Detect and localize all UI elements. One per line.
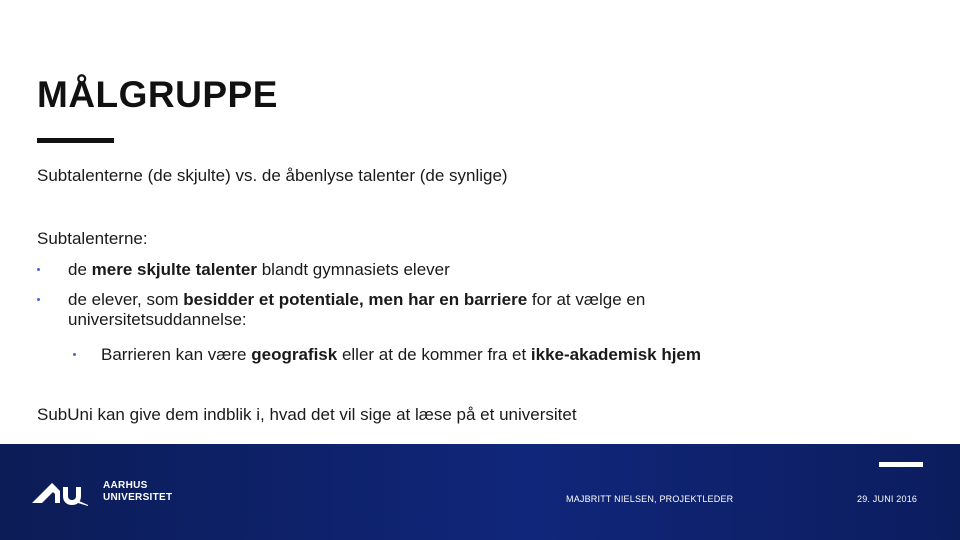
bullet-2-text-line2: universitetsuddannelse: — [68, 310, 247, 329]
closing-text: SubUni kan give dem indblik i, hvad det vil sige at læse på et universitet — [37, 405, 577, 424]
bullet-dot-icon — [73, 353, 76, 356]
logo-line-1: AARHUS — [103, 480, 148, 491]
logo-line-2: UNIVERSITET — [103, 492, 173, 503]
intro-text: Subtalenterne (de skjulte) vs. de åbenlyse talenter (de synlige) — [37, 166, 508, 185]
section-label: Subtalenterne: — [37, 229, 148, 248]
sub-bullet-text: Barrieren kan være geografisk eller at de kommer fra et ikke-akademisk hjem — [101, 345, 702, 364]
footer-date: 29. JUNI 2016 — [857, 494, 918, 504]
bullet-1-text: de mere skjulte talenter blandt gymnasiets elever — [68, 260, 450, 279]
logo-wordmark — [103, 480, 172, 504]
bullet-dot-icon — [37, 298, 40, 301]
footer-author: MAJBRITT NIELSEN, PROJEKTLEDER — [566, 494, 734, 504]
bullet-2-text: de elever, som besidder et potentiale, men har en barriere for at vælge en — [68, 290, 646, 309]
title-underline — [37, 138, 114, 143]
slide-title: MÅLGRUPPE — [37, 74, 278, 115]
aarhus-logo-icon — [30, 477, 90, 507]
footer-accent-bar — [879, 462, 923, 467]
bullet-dot-icon — [37, 268, 40, 271]
